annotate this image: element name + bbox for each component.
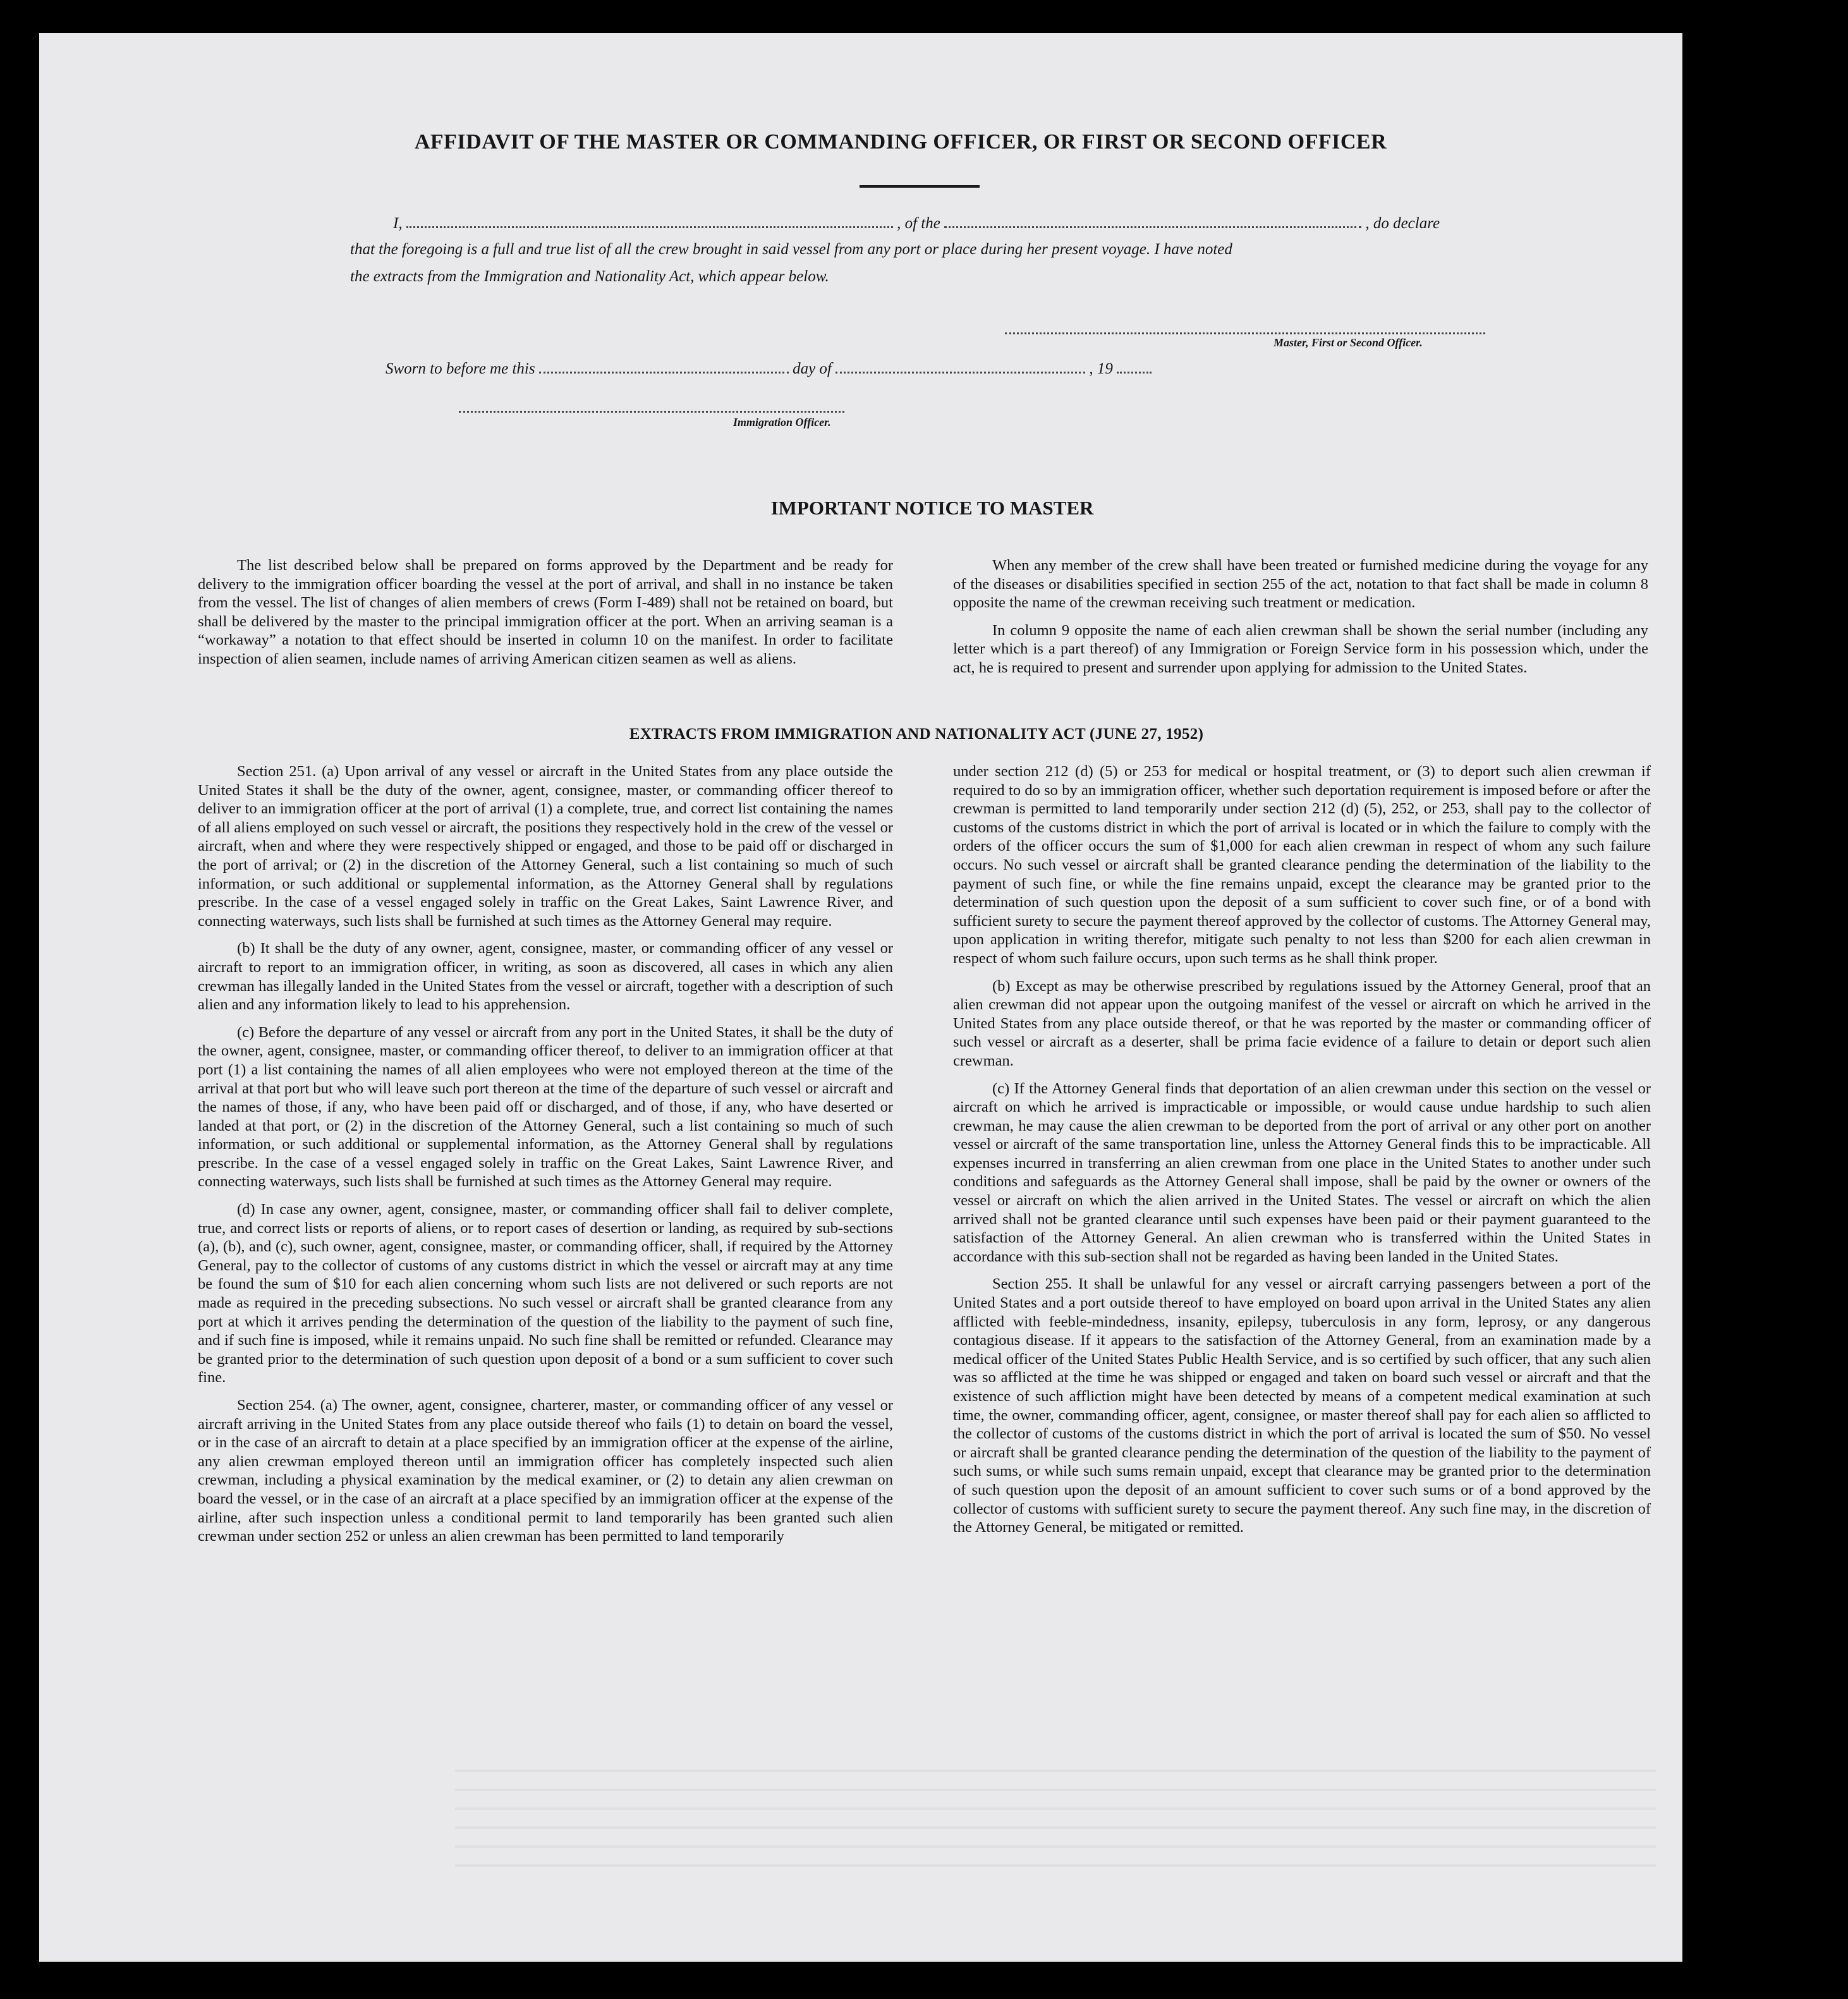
extracts-title: EXTRACTS FROM IMMIGRATION AND NATIONALITY ACT (JUNE 27, 1952) [629, 726, 1204, 743]
day-of-label: day of [793, 360, 832, 377]
year-prefix: , 19 [1089, 360, 1113, 377]
section-paragraph: Section 251. (a) Upon arrival of any vessel or aircraft in the United States from any place outside the United States it shall be the duty of the owner, agent, consignee, master, or commanding officer thereof to deliver to an immigration officer at the port of arrival (1) a complete, true, and correct list containing the names of all aliens employed on such vessel or aircraft, the positions they respectively hold in the crew of the vessel or aircraft, when and where they were respectively shipped or engaged, and those to be paid off or discharged in the port of arrival; or (2) in the discretion of the Attorney General, such a list containing so much of such information, or such additional or supplemental information, as the Attorney General shall by regulations prescribe. In the case of a vessel engaged solely in traffic on the Great Lakes, Saint Lawrence River, and connecting waterways, such lists shall be furnished at such times as the Attorney General may require. [198, 763, 893, 930]
sworn-month-blank[interactable] [836, 371, 1085, 374]
declaration-line-2: that the foregoing is a full and true list of all the crew brought in said vessel from any port or place during her present voyage. I have noted [350, 241, 1232, 258]
sworn-day-blank[interactable] [539, 371, 789, 374]
notice-paragraph: In column 9 opposite the name of each alien crewman shall be shown the serial number (including any letter which is a part thereof) of any Immigration or Foreign Service form in his possession which, under the act, he is required to present and surrender upon applying for admission to the United States. [953, 621, 1648, 676]
sworn-before-label: Sworn to before me this [386, 360, 535, 377]
scan-border-right [1682, 94, 1848, 1999]
bleed-through-marks [455, 1770, 1656, 1883]
declaration-of-the: , of the [897, 215, 940, 232]
sworn-line [386, 360, 1152, 378]
section-paragraph: (c) If the Attorney General finds that deportation of an alien crewman under this section on the vessel or aircraft on which he arrived is impracticable or impossible, or would cause undue hardship to such alien crewman, he may cause the alien crewman to be deported from the port of arrival or any other port on another vessel or aircraft of the same transportation line, unless the Attorney General finds this to be impracticable. All expenses incurred in transferring an alien crewman from one place in the United States to another under such conditions and safeguards as the Attorney General shall impose, shall be paid by the owner or owners of the vessel or aircraft on which the alien arrived in the United States. The vessel or aircraft on which the alien arrived shall not be granted clearance until such expenses have been paid or their payment guaranteed to the satisfaction of the Attorney General. An alien crewman who is transferred within the United States in accordance with this sub-section shall not be regarded as having been landed in the United States. [953, 1079, 1651, 1265]
declaration-i: I, [393, 215, 403, 232]
section-paragraph: under section 212 (d) (5) or 253 for medical or hospital treatment, or (3) to deport such alien crewman if required to do so by an immigration officer, whether such deportation requirement is imposed before or after the crewman is permitted to land temporarily under section 212 (d) (5), 252, or 253, shall pay to the collector of customs of the customs district in which the port of arrival is located or in which the failure to comply with the orders of the officer occurs the sum of $1,000 for each alien crewman in respect of whom any such failure occurs. No such vessel or aircraft shall be granted clearance pending the determination of the liability to the payment of such fine, or while the fine remains unpaid, except the clearance may be granted prior to the determination of such question upon the deposit of a sum sufficient to cover such fine, or of a bond with sufficient surety to secure the payment thereof approved by the collector of customs. The Attorney General may, upon application in writing therefor, mitigate such penalty to not less than $200 for each alien crewman in respect of whom such failure occurs, upon such terms as he shall think proper. [953, 763, 1651, 967]
scan-border [1682, 0, 1848, 94]
extracts-left-column [198, 762, 893, 1555]
immigration-officer-signature-line[interactable] [459, 411, 844, 413]
affidavit-title: AFFIDAVIT OF THE MASTER OR COMMANDING OFFICER, OR FIRST OR SECOND OFFICER [414, 130, 1387, 154]
section-paragraph: (c) Before the departure of any vessel or aircraft from any port in the United States, it shall be the duty of the owner, agent, consignee, master, or commanding officer thereof, to deliver to an immigration officer at that port (1) a list containing the names of all alien employees who were not employed thereon at the time of the arrival at that port but who will leave such port thereon at the time of the departure of such vessel or aircraft and the names of those, if any, who have been paid off or discharged, and of those, if any, who have deserted or landed at that port, or (2) in the discretion of the Attorney General, such a list containing so much of such information, or such additional or supplemental information, as the Attorney General shall by regulations prescribe. In the case of a vessel engaged solely in traffic on the Great Lakes, Saint Lawrence River, and connecting waterways, such lists shall be furnished at such times as the Attorney General may require. [198, 1023, 893, 1191]
notice-left-column [198, 556, 893, 677]
section-paragraph: (d) In case any owner, agent, consignee, master, or commanding officer shall fail to deliver complete, true, and correct lists or reports of aliens, or to report cases of desertion or landing, as required by sub-sections (a), (b), and (c), such owner, agent, consignee, master, or commanding officer, shall, if required by the Attorney General, pay to the collector of customs of any customs district in which the vessel or aircraft may at any time be found the sum of $10 for each alien concerning whom such lists are not delivered or such reports are not made as required in the preceding subsections. No such vessel or aircraft shall be granted clearance from any port at which it arrives pending the determination of the question of the liability to the payment of such fine, and if such fine is imposed, while it remains unpaid. No such fine shall be remitted or refunded. Clearance may be granted prior to the determination of such question upon deposit of a bond or a sum sufficient to cover such fine. [198, 1201, 893, 1387]
declaration-do-declare: , do declare [1365, 215, 1440, 232]
master-signature-line[interactable] [1005, 332, 1485, 334]
sworn-year-blank[interactable] [1117, 371, 1152, 374]
notice-right-column [953, 556, 1648, 686]
immigration-officer-label: Immigration Officer. [733, 416, 831, 428]
declaration-line-3: the extracts from the Immigration and Nationality Act, which appear below. [350, 268, 829, 285]
notice-paragraph: The list described below shall be prepared on forms approved by the Department and be ready for delivery to the immigration officer boarding the vessel at the port of arrival, and shall in no instance be taken from the vessel. The list of changes of alien members of crews (Form I-489) shall not be retained on board, but shall be delivered by the master to the principal immigration officer at the port. When an arriving seaman is a “workaway” a notation to that effect should be inserted in column 10 on the manifest. In order to facilitate inspection of alien seamen, include names of arriving American citizen seamen as well as aliens. [198, 557, 893, 667]
notice-title: IMPORTANT NOTICE TO MASTER [770, 497, 1094, 519]
section-paragraph: (b) It shall be the duty of any owner, agent, consignee, master, or commanding officer of any vessel or aircraft to report to an immigration officer, in writing, as soon as discovered, all cases in which any alien crewman has illegally landed in the United States from the vessel or aircraft, together with a description of such alien and any information likely to lead to his apprehension. [198, 940, 893, 1014]
notice-paragraph: When any member of the crew shall have been treated or furnished medicine during the voyage for any of the diseases or disabilities specified in section 255 of the act, notation to that fact shall be made in column 8 opposite the name of the crewman receiving such treatment or medication. [953, 557, 1648, 612]
section-paragraph: (b) Except as may be otherwise prescribed by regulations issued by the Attorney General, proof that an alien crewman did not appear upon the outgoing manifest of the vessel or aircraft on which he arrived in the United States from any place outside thereof, or that he was reported by the master or commanding officer of such vessel or aircraft as a deserter, shall be prima facie evidence of a failure to detain or deport such alien crewman. [953, 977, 1651, 1069]
master-signature-label: Master, First or Second Officer. [1274, 336, 1423, 349]
section-paragraph: Section 254. (a) The owner, agent, consignee, charterer, master, or commanding officer of any vessel or aircraft arriving in the United States from any place outside thereof who fails (1) to detain on board the vessel, or in the case of an aircraft to detain at a place specified by an immigration officer at the expense of the airline, any alien crewman employed thereon until an immigration officer has completely inspected such alien crewman, including a physical examination by the medical examiner, or (2) to detain any alien crewman on board the vessel, or in the case of an aircraft at a place specified by an immigration officer at the expense of the airline, after such inspection unless a conditional permit to land temporarily has been granted such alien crewman under section 252 or unless an alien crewman has been permitted to land temporarily [198, 1397, 893, 1545]
extracts-right-column [953, 762, 1651, 1546]
title-rule [860, 185, 980, 188]
name-blank[interactable] [406, 226, 893, 228]
section-paragraph: Section 255. It shall be unlawful for any vessel or aircraft carrying passengers between a port of the United States and a port outside thereof to have employed on board upon arrival in the United States any alien afflicted with feeble-mindedness, insanity, epilepsy, tuberculosis in any form, leprosy, or any dangerous contagious disease. If it appears to the satisfaction of the Attorney General, from an examination made by a medical officer of the United States Public Health Service, and is so certified by such officer, that any such alien was so afflicted at the time he was shipped or engaged and taken on board such vessel or aircraft and that the existence of such affliction might have been detected by means of a competent medical examination at such time, the owner, commanding officer, agent, consignee, or master thereof shall pay for each alien so afflicted to the collector of customs of the customs district in which the port of arrival is located the sum of $50. No vessel or aircraft shall be granted clearance pending the determination of the question of the liability to the payment of such sums, or while such sums remain unpaid, except that clearance may be granted prior to the determination of such question upon the deposit of an amount sufficient to cover such sums or of a bond approved by the collector of customs with sufficient surety to secure the payment thereof. Any such fine may, in the discretion of the Attorney General, be mitigated or remitted. [953, 1275, 1651, 1536]
declaration-line-1 [393, 215, 1440, 233]
vessel-blank[interactable] [944, 226, 1361, 228]
